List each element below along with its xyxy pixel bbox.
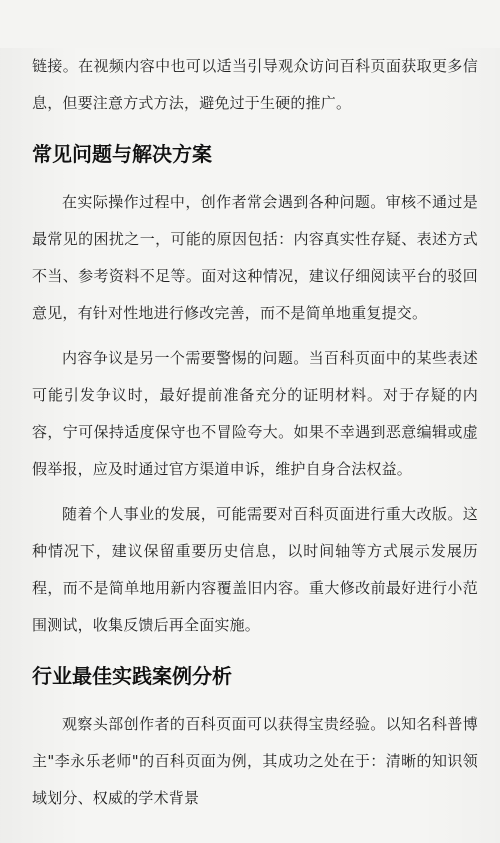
section-title-common-issues: 常见问题与解决方案 bbox=[32, 142, 212, 166]
common-issues-paragraph-3: 随着个人事业的发展，可能需要对百科页面进行重大改版。这种情况下，建议保留重要历史信息，以时间轴等方式展示发展历程，而不是简单地用新内容覆盖旧内容。重大修改前最好进行小范围测试，收集反馈后再全面实施。 bbox=[32, 505, 478, 634]
intro-paragraph: 链接。在视频内容中也可以适当引导观众访问百科页面获取更多信息，但要注意方式方法，避免过于生硬的推广。 bbox=[32, 57, 478, 112]
document-page bbox=[0, 48, 500, 843]
common-issues-paragraph-1: 在实际操作过程中，创作者常会遇到各种问题。审核不通过是最常见的困扰之一，可能的原因包括：内容真实性存疑、表述方式不当、参考资料不足等。面对这种情况，建议仔细阅读平台的驳回意见，有针对性地进行修改完善，而不是简单地重复提交。 bbox=[32, 193, 478, 322]
section-title-best-practices: 行业最佳实践案例分析 bbox=[32, 664, 232, 688]
best-practices-paragraph-1: 观察头部创作者的百科页面可以获得宝贵经验。以知名科普博主"李永乐老师"的百科页面为例，其成功之处在于：清晰的知识领域划分、权威的学术背景 bbox=[32, 715, 478, 807]
common-issues-paragraph-2: 内容争议是另一个需要警惕的问题。当百科页面中的某些表述可能引发争议时，最好提前准备充分的证明材料。对于存疑的内容，宁可保持适度保守也不冒险夸大。如果不幸遇到恶意编辑或虚假举报，应及时通过官方渠道申诉，维护自身合法权益。 bbox=[32, 349, 478, 478]
